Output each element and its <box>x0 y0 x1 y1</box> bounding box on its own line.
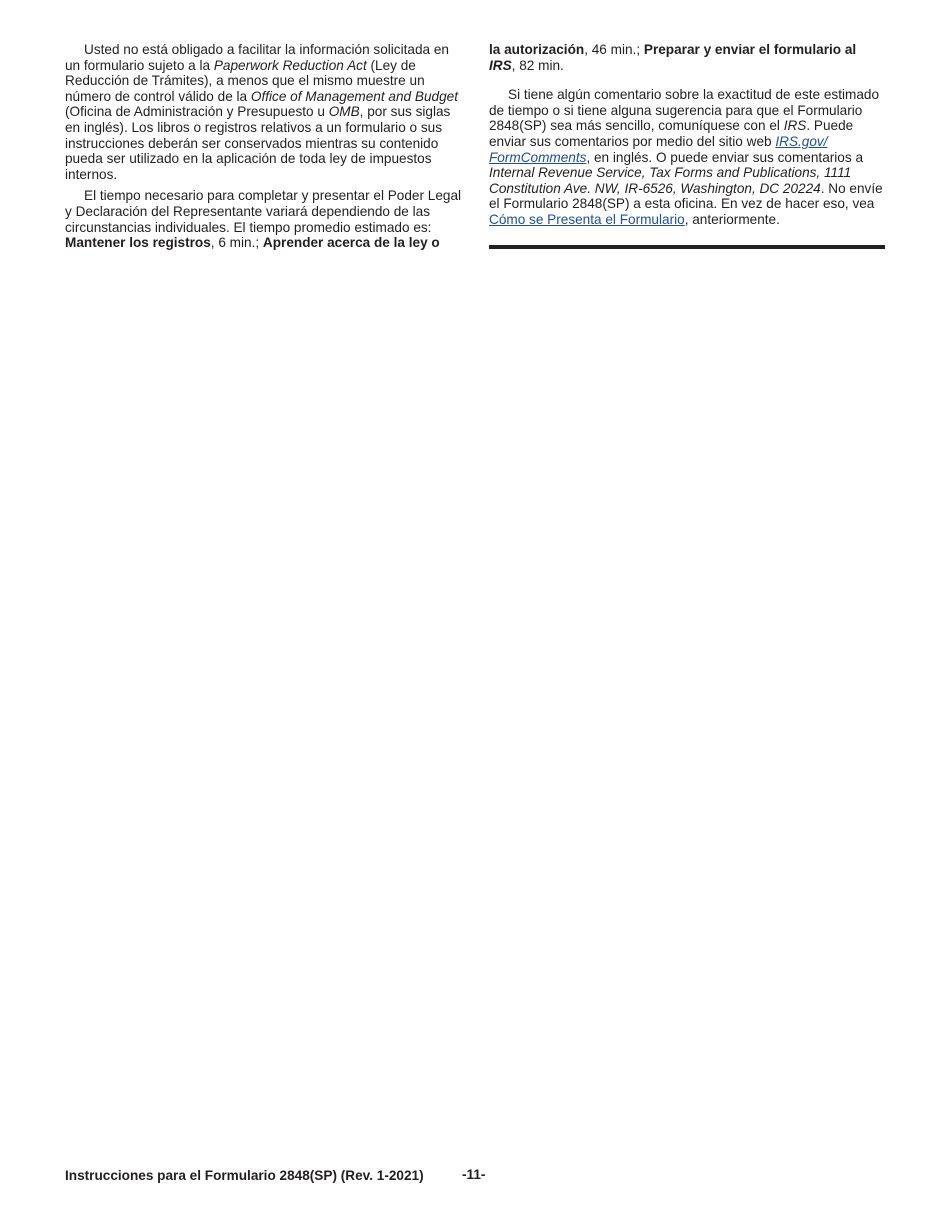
bold-span: Preparar y enviar el formulario al <box>643 42 857 57</box>
text-span: , 82 min. <box>511 57 564 73</box>
text-span: , en inglés. O puede enviar sus comentarios a <box>586 149 863 165</box>
italic-span: Internal Revenue Service, Tax Forms and Publications, 1111 Constitution Ave. NW, IR-6526, Washington, DC 20224 <box>489 165 852 196</box>
text-span: (Oficina de Administración y Presupuesto u <box>65 104 329 120</box>
time-estimate-continued-paragraph <box>489 42 885 73</box>
paperwork-notice-paragraph <box>65 42 465 182</box>
italic-span: IRS <box>783 118 807 134</box>
right-column <box>489 42 885 228</box>
text-span: Usted no está obligado a facilitar la información solicitada en un formulario sujeto a la <box>65 42 449 73</box>
page-number: -11- <box>462 1167 486 1182</box>
time-estimate-paragraph <box>65 188 465 250</box>
text-span: , por sus siglas en inglés). Los libros o registros relativos a un formulario o sus instrucciones deberán ser conservados mientras su contenido pueda ser utilizado en la aplicación de toda ley de impuestos internos. <box>65 104 451 182</box>
italic-span: OMB <box>328 104 360 120</box>
link-text: FormComments <box>489 149 587 165</box>
text-span: Si tiene algún comentario sobre la exactitud de este estimado de tiempo o si tiene alguna sugerencia para que el Formulario 2848(SP) sea más sencillo, comuníquese con el <box>489 87 880 134</box>
section-end-rule <box>489 245 885 249</box>
text-span: . No envíe el Formulario 2848(SP) a esta oficina. En vez de hacer eso, vea <box>489 180 883 212</box>
text-span: , anteriormente. <box>684 211 780 227</box>
bold-italic-span: IRS <box>489 57 512 73</box>
comments-paragraph <box>489 87 885 227</box>
bold-span: Aprender acerca de la ley o <box>262 235 440 251</box>
bold-span: Mantener los registros <box>65 235 211 251</box>
text-span: El tiempo necesario para completar y presentar el Poder Legal y Declaración del Representante variará dependiendo de las circunstancias individuales. El tiempo promedio estimado es: <box>65 188 462 235</box>
text-span: , 6 min.; <box>210 235 263 251</box>
text-span: , 46 min.; <box>584 42 644 57</box>
italic-span: Paperwork Reduction Act <box>213 57 367 73</box>
how-to-file-link[interactable]: Cómo se Presenta el Formulario <box>489 211 685 227</box>
left-column <box>65 42 465 251</box>
text-span: (Ley de Reducción de Trámites), a menos que el mismo muestre un número de control válido de la <box>65 57 425 104</box>
footer-title: Instrucciones para el Formulario 2848(SP) (Rev. 1-2021) <box>65 1168 424 1183</box>
text-span: . Puede enviar sus comentarios por medio del sitio web <box>489 118 854 149</box>
bold-span: la autorización <box>489 42 585 57</box>
link-text: IRS.gov/ <box>775 133 828 149</box>
italic-span: Office of Management and Budget <box>250 88 458 104</box>
